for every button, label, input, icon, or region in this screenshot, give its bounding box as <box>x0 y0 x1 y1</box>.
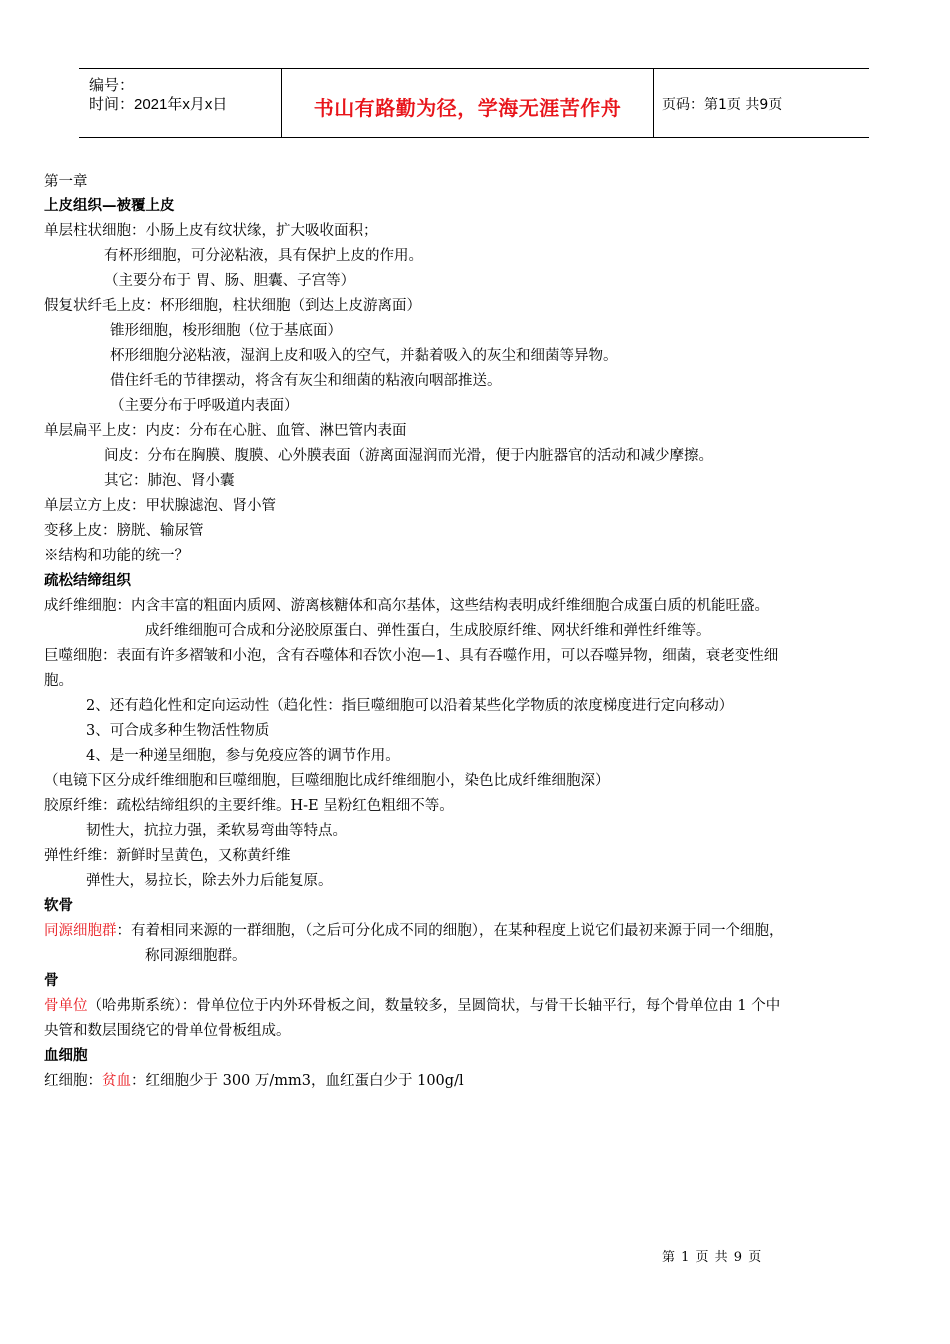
section-title-epithelium: 上皮组织—被覆上皮 <box>44 198 175 214</box>
text-line <box>44 996 780 1016</box>
text-line: 胞。 <box>44 673 73 689</box>
text-line: （电镜下区分成纤维细胞和巨噬细胞，巨噬细胞比成纤维细胞小，染色比成纤维细胞深） <box>44 773 610 789</box>
section-title-cartilage: 软骨 <box>44 898 73 914</box>
header-left-cell <box>79 69 282 137</box>
page-footer: 第 1 页 共 9 页 <box>662 1250 763 1265</box>
section-title-bone: 骨 <box>44 973 59 989</box>
text-line: ※结构和功能的统一？ <box>44 548 189 564</box>
text-line: （主要分布于 胃、肠、胆囊、子宫等） <box>104 273 356 289</box>
text-line: 胶原纤维：疏松结缔组织的主要纤维。H-E 呈粉红色粗细不等。 <box>44 798 454 814</box>
section-title-loose-connective: 疏松结缔组织 <box>44 573 131 589</box>
text-line: 弹性纤维：新鲜时呈黄色，又称黄纤维 <box>44 848 291 864</box>
chapter-title: 第一章 <box>44 174 88 190</box>
time-label: 时间：2021年x月x日 <box>89 96 228 113</box>
text-line: 杯形细胞分泌粘液，湿润上皮和吸入的空气，并黏着吸入的灰尘和细菌等异物。 <box>110 348 618 364</box>
text-line: 单层扁平上皮：内皮：分布在心脏、血管、淋巴管内表面 <box>44 423 407 439</box>
motto: 书山有路勤为径，学海无涯苦作舟 <box>313 96 622 120</box>
header-page-cell <box>654 69 869 137</box>
term-prefix: 红细胞： <box>44 1073 102 1089</box>
text-line: 单层柱状细胞：小肠上皮有纹状缘，扩大吸收面积； <box>44 223 378 239</box>
text-line: 巨噬细胞：表面有许多褶皱和小泡，含有吞噬体和吞饮小泡—1、具有吞噬作用，可以吞噬异物，细菌，衰老变性细 <box>44 648 779 664</box>
text-line: 弹性大，易拉长，除去外力后能复原。 <box>86 873 333 889</box>
text-line: 央管和数层围绕它的骨单位骨板组成。 <box>44 1023 291 1039</box>
text-line <box>44 1071 464 1091</box>
header-motto-cell <box>282 69 654 137</box>
text-line: 借住纤毛的节律摆动，将含有灰尘和细菌的粘液向咽部推送。 <box>110 373 502 389</box>
text-line: （主要分布于呼吸道内表面） <box>110 398 299 414</box>
term-isogenous-group: 同源细胞群 <box>44 923 117 939</box>
text-line: 2、还有趋化性和定向运动性（趋化性：指巨噬细胞可以沿着某些化学物质的浓度梯度进行定向移动） <box>86 698 734 714</box>
section-title-blood-cells: 血细胞 <box>44 1048 88 1064</box>
text-line: 锥形细胞，梭形细胞（位于基底面） <box>110 323 342 339</box>
text-line: 称同源细胞群。 <box>145 948 247 964</box>
text-line: 间皮：分布在胸膜、腹膜、心外膜表面（游离面湿润而光滑，便于内脏器官的活动和减少摩擦。 <box>104 448 713 464</box>
header-table <box>79 68 869 138</box>
text-line: 成纤维细胞：内含丰富的粗面内质网、游离核糖体和高尔基体，这些结构表明成纤维细胞合成蛋白质的机能旺盛。 <box>44 598 769 614</box>
term-definition: ：红细胞少于 300 万/mm3，血红蛋白少于 100g/l <box>131 1073 464 1089</box>
term-anemia: 贫血 <box>102 1073 131 1089</box>
term-osteon: 骨单位 <box>44 998 88 1014</box>
text-line: 有杯形细胞，可分泌粘液，具有保护上皮的作用。 <box>104 248 423 264</box>
text-line: 假复状纤毛上皮：杯形细胞，柱状细胞（到达上皮游离面） <box>44 298 421 314</box>
text-line: 3、可合成多种生物活性物质 <box>86 723 270 739</box>
text-line: 成纤维细胞可合成和分泌胶原蛋白、弹性蛋白，生成胶原纤维、网状纤维和弹性纤维等。 <box>145 623 711 639</box>
text-line: 其它：肺泡、肾小囊 <box>104 473 235 489</box>
text-line: 变移上皮：膀胱、输尿管 <box>44 523 204 539</box>
term-definition: （哈弗斯系统）：骨单位位于内外环骨板之间，数量较多，呈圆筒状，与骨干长轴平行，每个骨单位由 1 个中 <box>87 998 781 1014</box>
text-line: 单层立方上皮：甲状腺滤泡、肾小管 <box>44 498 276 514</box>
text-line: 韧性大，抗拉力强，柔软易弯曲等特点。 <box>86 823 347 839</box>
text-line: 4、是一种递呈细胞，参与免疫应答的调节作用。 <box>86 748 400 764</box>
page-info: 页码：第1页 共9页 <box>662 97 783 113</box>
text-line <box>44 921 784 941</box>
term-definition: ：有着相同来源的一群细胞，（之后可分化成不同的细胞），在某种程度上说它们最初来源于同一个细胞， <box>116 923 784 939</box>
number-label: 编号： <box>89 77 135 94</box>
